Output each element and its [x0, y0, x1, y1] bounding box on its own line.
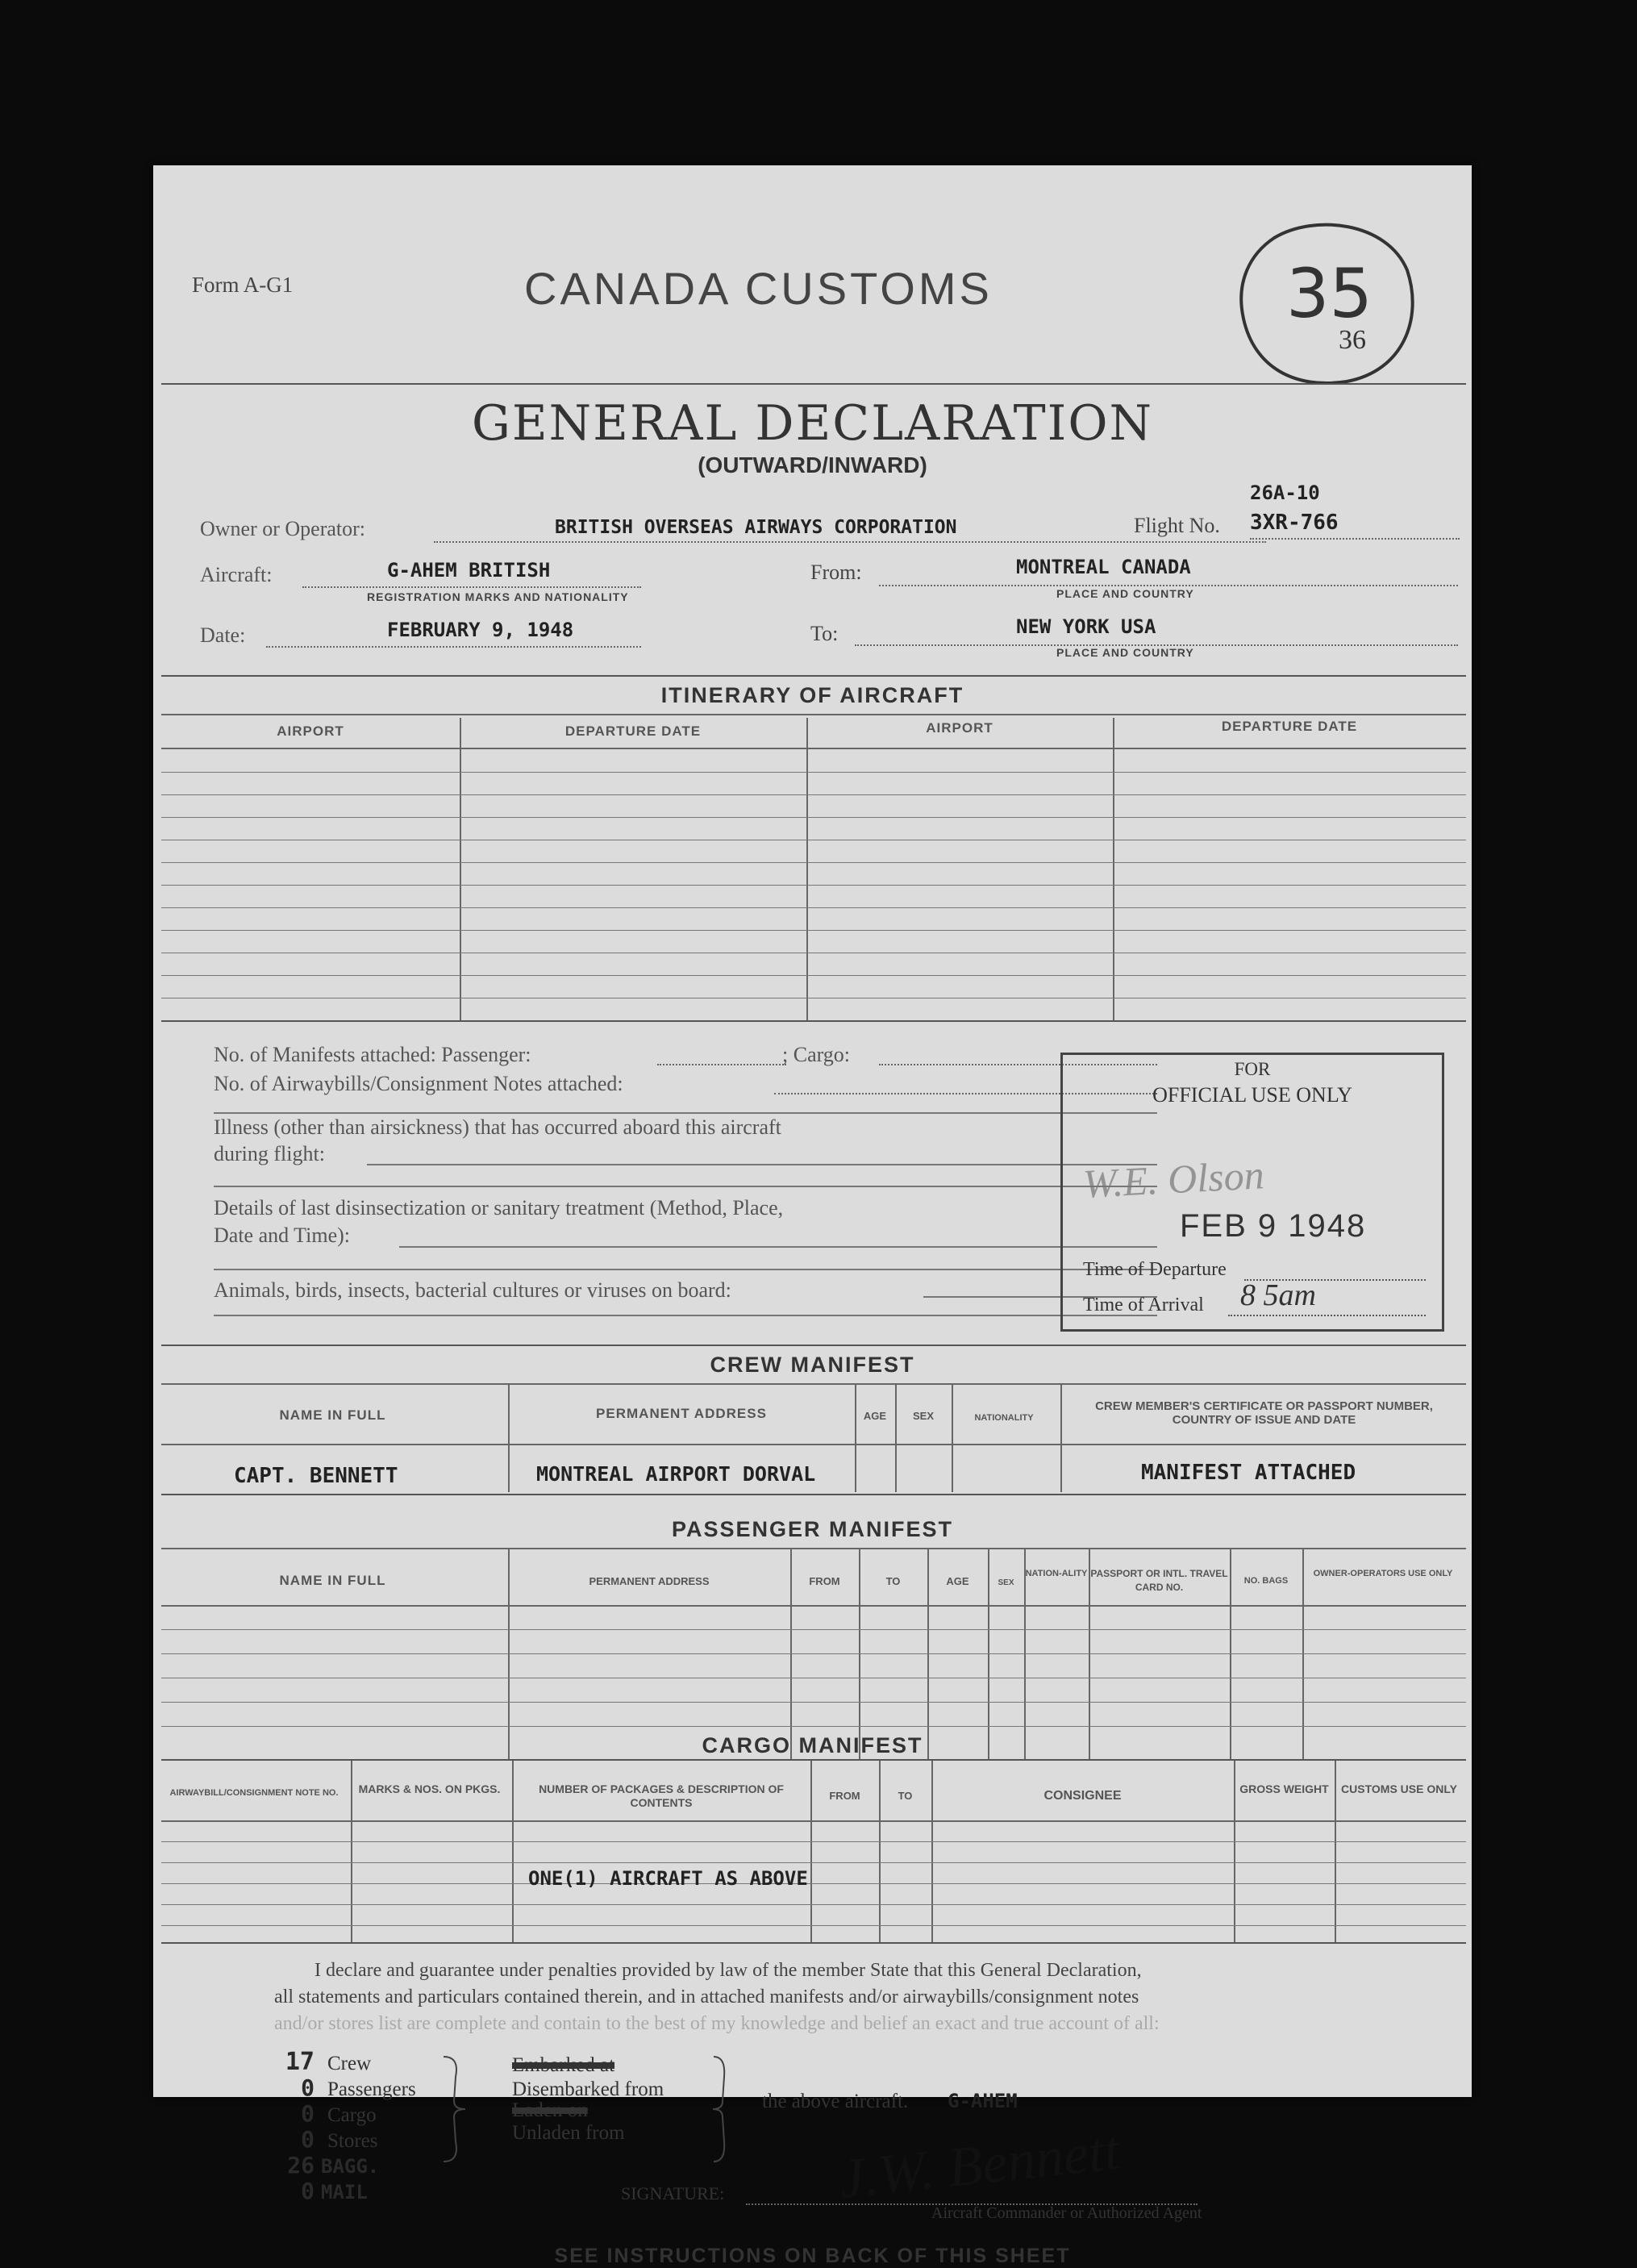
declaration-line-1: I declare and guarantee under penalties provided by law of the member State that this General Declaration, [314, 1960, 1142, 1981]
owner-label: Owner or Operator: [200, 517, 366, 540]
official-heading-1: FOR [1234, 1059, 1271, 1079]
laden-label: Laden on [512, 2099, 588, 2121]
cargo-col-marks: MARKS & NOS. ON PKGS. [358, 1782, 501, 1795]
unladen-label: Unladen from [512, 2122, 625, 2144]
official-use-box [1060, 1053, 1444, 1332]
illness-label-2: during flight: [214, 1142, 325, 1165]
pax-col-owner: OWNER-OPERATORS USE ONLY [1313, 1569, 1453, 1578]
left-brace [439, 2053, 472, 2166]
pax-col-nationality: NATION-ALITY [1025, 1569, 1088, 1578]
cargo-col-consignee: CONSIGNEE [1043, 1789, 1122, 1803]
cargo-col-airwaybill: AIRWAYBILL/CONSIGNMENT NOTE NO. [169, 1788, 339, 1798]
illness-label-1: Illness (other than airsickness) that has occurred aboard this aircraft [214, 1115, 781, 1139]
header-rule [161, 383, 1466, 385]
to-label: To: [810, 622, 839, 645]
cargo-label: ; Cargo: [782, 1043, 851, 1066]
itin-col-date-1: DEPARTURE DATE [564, 723, 702, 739]
right-brace [710, 2053, 742, 2166]
aircraft-reg: G-AHEM [948, 2090, 1018, 2112]
stamp-sub: 36 [1339, 325, 1366, 355]
disinsect-label-2: Date and Time): [214, 1224, 350, 1247]
itinerary-title: ITINERARY OF AIRCRAFT [660, 683, 964, 707]
declaration-line-2: all statements and particulars contained therein, and in attached manifests and/or airwaybills/consignment notes [274, 1987, 1139, 2007]
crew-col-age: AGE [863, 1410, 887, 1422]
cargo-col-weight: GROSS WEIGHT [1239, 1782, 1329, 1795]
crew-title: CREW MANIFEST [710, 1353, 915, 1377]
crew-col-certificate: CREW MEMBER'S CERTIFICATE OR PASSPORT NUMBER, COUNTRY OF ISSUE AND DATE [1095, 1399, 1433, 1427]
cargo-col-description: NUMBER OF PACKAGES & DESCRIPTION OF CONTENTS [539, 1782, 784, 1809]
pax-col-age: AGE [946, 1575, 969, 1587]
itin-col-date-2: DEPARTURE DATE [1221, 719, 1358, 734]
pax-col-from: FROM [809, 1575, 840, 1587]
cargo-title: CARGO MANIFEST [702, 1733, 923, 1757]
departure-time-label: Time of Departure [1083, 1259, 1227, 1280]
owner-value: BRITISH OVERSEAS AIRWAYS CORPORATION [555, 517, 957, 538]
date-stamp: FEB 9 1948 [1180, 1208, 1367, 1244]
cargo-row-description: ONE(1) AIRCRAFT AS ABOVE [528, 1867, 808, 1890]
page-subtitle: (OUTWARD/INWARD) [698, 452, 927, 477]
animals-label: Animals, birds, insects, bacterial cultures or viruses on board: [214, 1278, 731, 1302]
declaration-sheet [153, 165, 1472, 2267]
arrival-time-label: Time of Arrival [1083, 1295, 1204, 1315]
count-item: 0 MAIL [301, 2178, 368, 2204]
crew-row-name: CAPT. BENNETT [234, 1464, 398, 1488]
agency-title: CANADA CUSTOMS [524, 263, 993, 314]
declaration-line-3: and/or stores list are complete and contain to the best of my knowledge and belief an exact and true account of all: [274, 2013, 1160, 2034]
flight-value: 3XR-766 [1250, 511, 1339, 535]
count-list [266, 2048, 416, 2206]
count-item: 17 Crew [285, 2048, 372, 2076]
crew-row-certificate: MANIFEST ATTACHED [1141, 1461, 1356, 1485]
crew-col-nationality: NATIONALITY [974, 1413, 1034, 1423]
aircraft-value: G-AHEM BRITISH [387, 559, 551, 582]
cargo-col-to: TO [898, 1790, 913, 1802]
pax-col-to: TO [885, 1575, 901, 1587]
from-caption: PLACE AND COUNTRY [1056, 587, 1194, 600]
crew-col-sex: SEX [912, 1410, 934, 1422]
to-value: NEW YORK USA [1016, 615, 1156, 638]
disembarked-label: Disembarked from [512, 2078, 664, 2100]
count-item: 0 Passengers [301, 2074, 416, 2101]
pax-col-sex: SEX [998, 1578, 1014, 1587]
officer-signature: W.E. Olson [1081, 1152, 1265, 1207]
crew-row-address: MONTREAL AIRPORT DORVAL [536, 1462, 816, 1486]
pax-col-name: NAME IN FULL [279, 1573, 386, 1588]
pax-col-bags: NO. BAGS [1243, 1576, 1289, 1586]
aircraft-caption: REGISTRATION MARKS AND NATIONALITY [367, 590, 629, 603]
pax-col-address: PERMANENT ADDRESS [589, 1575, 710, 1587]
count-item: 0 Stores [301, 2126, 378, 2153]
official-heading-2: OFFICIAL USE ONLY [1152, 1083, 1352, 1107]
manifests-label: No. of Manifests attached: Passenger: [214, 1043, 531, 1066]
stamp-main: 35 [1286, 254, 1372, 333]
aircraft-statement: the above aircraft. [762, 2091, 909, 2112]
embarked-label: Embarked at [512, 2054, 615, 2076]
disinsect-label-1: Details of last disinsectization or sanitary treatment (Method, Place, [214, 1196, 784, 1219]
flight-label: Flight No. [1134, 514, 1220, 537]
footer-instructions: SEE INSTRUCTIONS ON BACK OF THIS SHEET [554, 2245, 1071, 2267]
crew-col-address: PERMANENT ADDRESS [596, 1406, 767, 1421]
count-item: 26 BAGG. [287, 2152, 380, 2178]
from-value: MONTREAL CANADA [1016, 556, 1191, 578]
form-id: Form A-G1 [192, 273, 294, 297]
cargo-col-customs: CUSTOMS USE ONLY [1341, 1782, 1457, 1795]
signature-caption: Aircraft Commander or Authorized Agent [931, 2204, 1202, 2222]
signature-label: SIGNATURE: [621, 2183, 725, 2203]
cargo-col-from: FROM [829, 1790, 860, 1802]
date-value: FEBRUARY 9, 1948 [387, 619, 574, 641]
arrival-time-value: 8 5am [1240, 1278, 1316, 1312]
page-title: GENERAL DECLARATION [471, 395, 1154, 452]
passenger-title: PASSENGER MANIFEST [671, 1517, 954, 1541]
crew-col-name: NAME IN FULL [279, 1407, 386, 1423]
date-label: Date: [200, 623, 246, 647]
to-caption: PLACE AND COUNTRY [1056, 646, 1194, 659]
airwaybills-label: No. of Airwaybills/Consignment Notes attached: [214, 1072, 623, 1095]
pax-col-passport: PASSPORT OR INTL. TRAVEL CARD NO. [1090, 1568, 1228, 1593]
count-item: 0 Cargo [301, 2100, 377, 2127]
itin-col-airport-1: AIRPORT [277, 723, 344, 739]
itin-col-airport-2: AIRPORT [926, 720, 993, 736]
aircraft-label: Aircraft: [200, 563, 273, 586]
from-label: From: [810, 561, 862, 584]
commander-signature: J.W. Bennett [835, 2119, 1123, 2212]
flight-note: 26A-10 [1250, 482, 1320, 504]
